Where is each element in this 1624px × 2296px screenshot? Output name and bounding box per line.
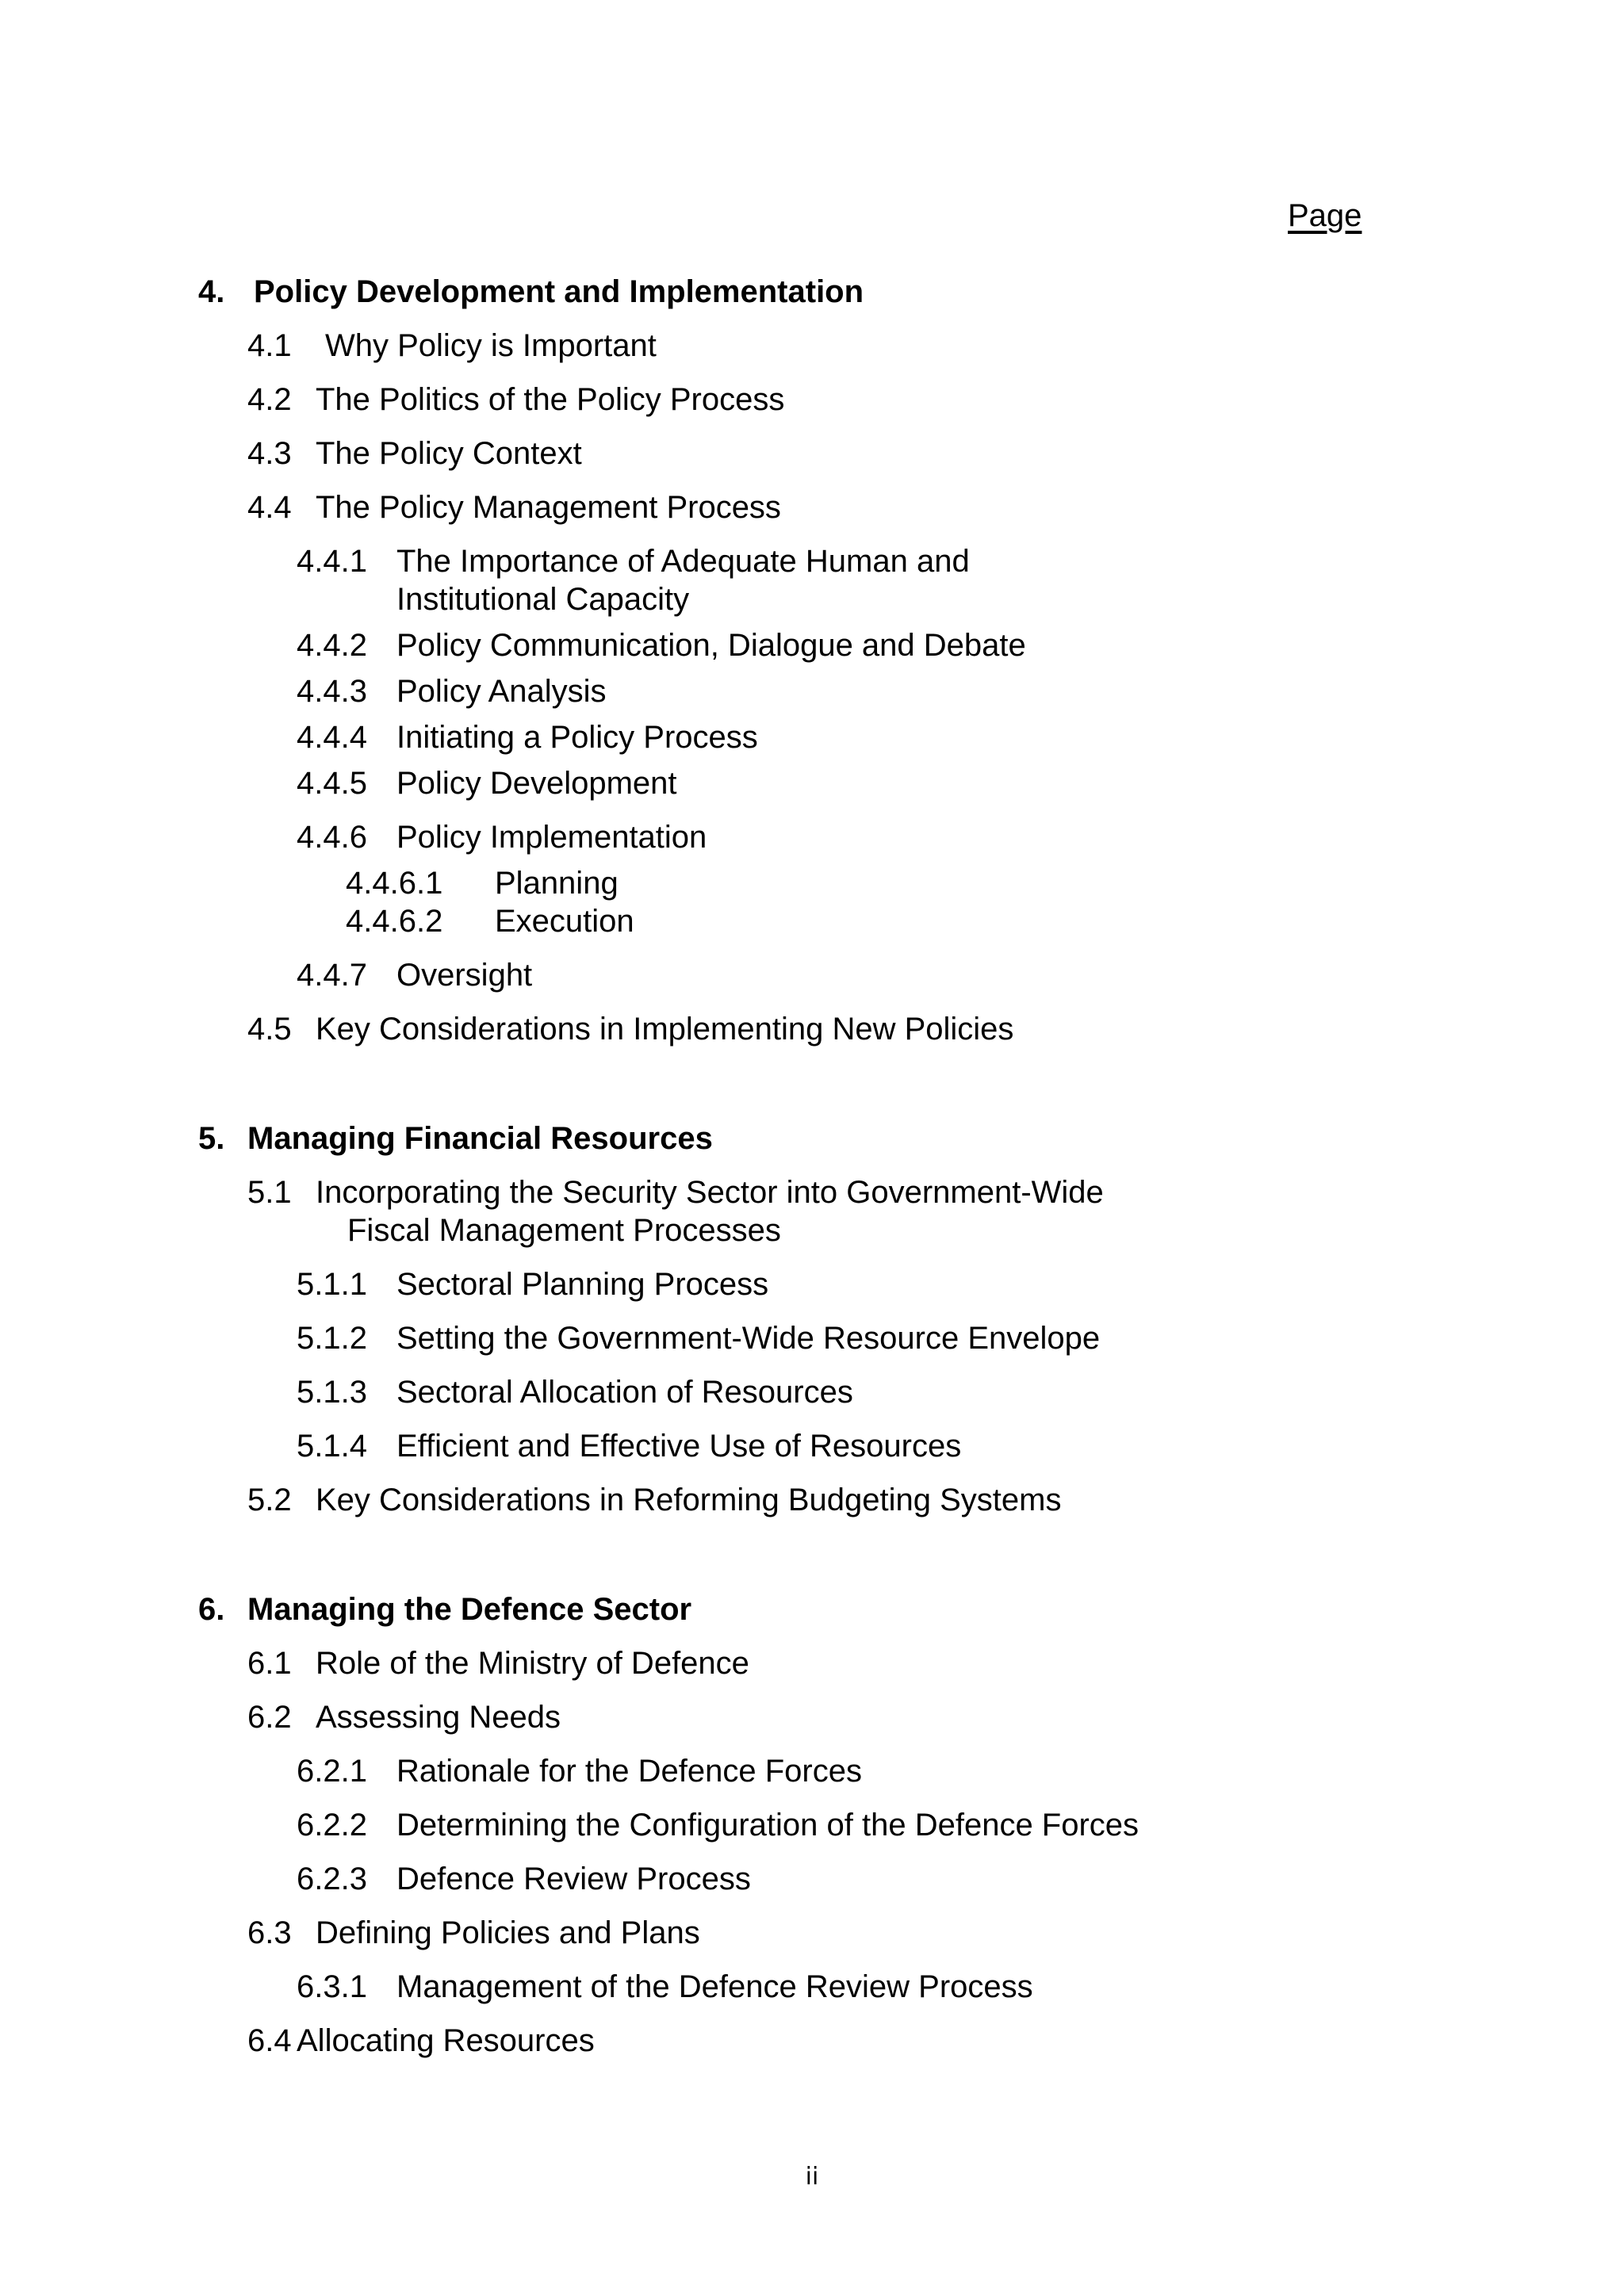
- toc-entry-number: 4.4.6.1: [346, 866, 443, 901]
- toc-entry-title: Incorporating the Security Sector into Government-Wide: [316, 1175, 1104, 1210]
- toc-entry-title: Rationale for the Defence Forces: [396, 1754, 862, 1789]
- toc-entry-number: 6.3.1: [297, 1969, 367, 2004]
- toc-entry-title: Initiating a Policy Process: [396, 720, 758, 755]
- toc-entry-number: 4.4.6: [297, 820, 367, 855]
- toc-entry-title: Assessing Needs: [316, 1700, 561, 1735]
- toc-entry-title: Policy Development: [396, 766, 677, 801]
- toc-entry-title: Defining Policies and Plans: [316, 1915, 700, 1950]
- toc-entry-number: 6.2.1: [297, 1754, 367, 1789]
- toc-entry-title-continuation: Institutional Capacity: [396, 582, 690, 617]
- toc-entry-title: The Politics of the Policy Process: [316, 382, 785, 417]
- toc-entry-number: 4.4.2: [297, 628, 367, 663]
- toc-entry-number: 4.4: [247, 490, 292, 525]
- toc-entry-title: Defence Review Process: [396, 1862, 751, 1896]
- toc-entry-title: The Policy Context: [316, 436, 582, 471]
- toc-entry-title: Oversight: [396, 958, 533, 993]
- section-4-title: Policy Development and Implementation: [254, 274, 864, 309]
- toc-entry-number: 6.3: [247, 1915, 292, 1950]
- toc-entry-title: Execution: [495, 904, 634, 939]
- toc-entry-number: 4.1: [247, 328, 292, 363]
- toc-entry-title: The Policy Management Process: [316, 490, 781, 525]
- toc-entry-number: 6.4: [247, 2023, 292, 2058]
- toc-entry-number: 4.4.7: [297, 958, 367, 993]
- section-5-title: Managing Financial Resources: [247, 1121, 713, 1156]
- toc-entry-number: 4.2: [247, 382, 292, 417]
- toc-entry-number: 5.1.4: [297, 1429, 367, 1464]
- toc-entry-number: 4.4.5: [297, 766, 367, 801]
- toc-entry-number: 6.2: [247, 1700, 292, 1735]
- toc-entry-title: Policy Analysis: [396, 674, 607, 709]
- section-6-title: Managing the Defence Sector: [247, 1592, 692, 1627]
- toc-entry-number: 4.4.6.2: [346, 904, 443, 939]
- toc-entry-title: Planning: [495, 866, 619, 901]
- toc-entry-number: 6.2.3: [297, 1862, 367, 1896]
- toc-entry-number: 5.1: [247, 1175, 292, 1210]
- toc-entry-title-continuation: Fiscal Management Processes: [347, 1213, 781, 1248]
- toc-entry-title: Sectoral Planning Process: [396, 1267, 769, 1302]
- section-6-number: 6.: [198, 1592, 225, 1627]
- toc-entry-number: 6.1: [247, 1646, 292, 1681]
- section-5-number: 5.: [198, 1121, 225, 1156]
- toc-entry-number: 5.1.3: [297, 1375, 367, 1410]
- toc-entry-title: Setting the Government-Wide Resource Envelope: [396, 1321, 1101, 1356]
- toc-entry-title: Key Considerations in Reforming Budgeting Systems: [316, 1483, 1062, 1517]
- toc-entry-title: Efficient and Effective Use of Resources: [396, 1429, 962, 1464]
- toc-entry-number: 4.4.4: [297, 720, 367, 755]
- toc-entry-title: Why Policy is Important: [325, 328, 657, 363]
- toc-entry-title: Key Considerations in Implementing New Policies: [316, 1012, 1014, 1047]
- section-4-number: 4.: [198, 274, 225, 309]
- toc-entry-number: 5.2: [247, 1483, 292, 1517]
- toc-entry-title: Policy Implementation: [396, 820, 707, 855]
- page-column-header: Page: [1288, 198, 1362, 233]
- toc-entry-title: Policy Communication, Dialogue and Debate: [396, 628, 1026, 663]
- toc-entry-title: The Importance of Adequate Human and: [396, 544, 970, 579]
- toc-entry-number: 4.4.3: [297, 674, 367, 709]
- toc-entry-number: 4.3: [247, 436, 292, 471]
- toc-entry-number: 4.4.1: [297, 544, 367, 579]
- toc-entry-title: Role of the Ministry of Defence: [316, 1646, 749, 1681]
- toc-entry-title: Sectoral Allocation of Resources: [396, 1375, 853, 1410]
- toc-entry-title: Allocating Resources: [297, 2023, 595, 2058]
- toc-entry-number: 4.5: [247, 1012, 292, 1047]
- page-number: ii: [805, 2163, 819, 2191]
- toc-entry-number: 5.1.1: [297, 1267, 367, 1302]
- toc-entry-number: 6.2.2: [297, 1808, 367, 1843]
- toc-entry-title: Management of the Defence Review Process: [396, 1969, 1033, 2004]
- toc-entry-number: 5.1.2: [297, 1321, 367, 1356]
- toc-entry-title: Determining the Configuration of the Defence Forces: [396, 1808, 1139, 1843]
